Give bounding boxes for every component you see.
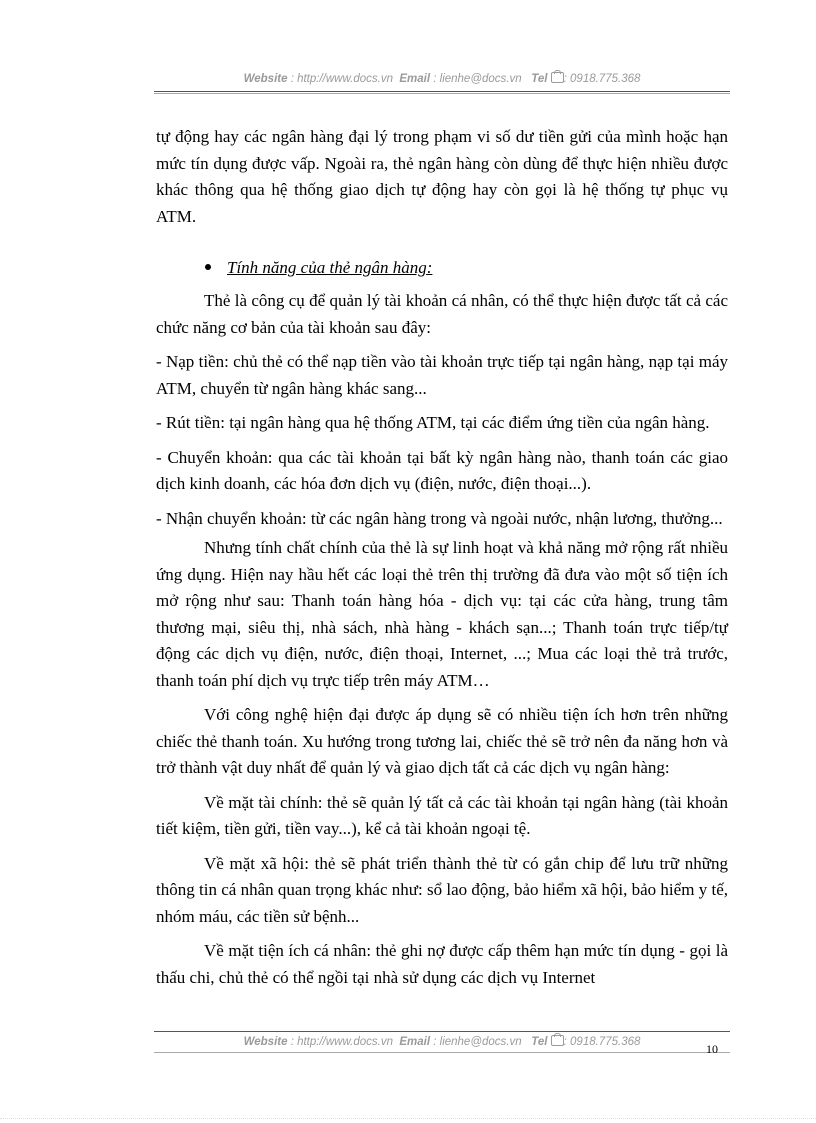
footer-website-value: : http://www.docs.vn	[290, 1036, 393, 1048]
page-body-continued	[156, 288, 728, 999]
page-number: 10	[706, 1042, 718, 1056]
footer-website-label: Website	[243, 1036, 288, 1048]
header-tel-value: : 0918.775.368	[563, 73, 641, 85]
phone-icon	[551, 1035, 564, 1046]
footer-rule-secondary	[154, 1052, 730, 1053]
footer-tel-value: : 0918.775.368	[563, 1036, 641, 1048]
list-item: - Chuyển khoản: qua các tài khoản tại bất kỳ ngân hàng nào, thanh toán các giao dịch kinh doanh, các hóa đơn dịch vụ (điện, nước, điện thoại...).	[156, 447, 728, 493]
header-rule-secondary	[154, 93, 730, 94]
page-body	[156, 124, 728, 238]
bullet-icon	[205, 264, 211, 270]
paragraph: Nhưng tính chất chính của thẻ là sự linh hoạt và khả năng mở rộng rất nhiều ứng dụng. Hiện nay hầu hết các loại thẻ trên thị trường đã đưa vào một số tiện ích mở rộng như sau: Thanh toán hàng hóa - dịch vụ: tại các cửa hàng, trung tâm thương mại, siêu thị, nhà sách, nhà hàng - khách sạn...; Thanh toán trực tiếp/tự động các dịch vụ điện, nước, điện thoại, Internet, ...; Mua các loại thẻ trả trước, thanh toán phí dịch vụ trực tiếp trên máy ATM…	[156, 538, 728, 690]
footer-tel-label: Tel	[531, 1036, 548, 1048]
header-email-value: : lienhe@docs.vn	[433, 73, 522, 85]
header-tel-label: Tel	[531, 73, 548, 85]
page-footer	[154, 1035, 730, 1048]
paragraph: Thẻ là công cụ để quản lý tài khoản cá nhân, có thể thực hiện được tất cả các chức năng cơ bản của tài khoản sau đây:	[156, 291, 728, 337]
paragraph: Về mặt tài chính: thẻ sẽ quản lý tất cả các tài khoản tại ngân hàng (tài khoản tiết kiệm, tiền gửi, tiền vay...), kể cả tài khoản ngoại tệ.	[156, 792, 728, 838]
list-item: - Rút tiền: tại ngân hàng qua hệ thống ATM, tại các điểm ứng tiền của ngân hàng.	[156, 413, 710, 432]
footer-email-value: : lienhe@docs.vn	[433, 1036, 522, 1048]
page-edge-divider	[0, 1118, 816, 1119]
section-heading-text: Tính năng của thẻ ngân hàng:	[227, 258, 433, 277]
list-item: - Nạp tiền: chủ thẻ có thể nạp tiền vào tài khoản trực tiếp tại ngân hàng, nạp tại máy ATM, chuyển từ ngân hàng khác sang...	[156, 352, 728, 398]
paragraph: Với công nghệ hiện đại được áp dụng sẽ có nhiều tiện ích hơn trên những chiếc thẻ thanh toán. Xu hướng trong tương lai, chiếc thẻ sẽ trở nên đa năng hơn và trở thành vật duy nhất để quản lý và giao dịch tất cả các dịch vụ ngân hàng:	[156, 705, 728, 777]
list-item: - Nhận chuyển khoản: từ các ngân hàng trong và ngoài nước, nhận lương, thưởng...	[156, 508, 723, 528]
paragraph: tự động hay các ngân hàng đại lý trong phạm vi số dư tiền gửi của mình hoặc hạn mức tín dụng được vấp. Ngoài ra, thẻ ngân hàng còn dùng để thực hiện nhiều được khác thông qua hệ thống giao dịch tự động hay còn gọi là hệ thống tự phục vụ ATM.	[156, 127, 728, 226]
header-website-value: : http://www.docs.vn	[290, 73, 393, 85]
section-heading	[205, 258, 432, 278]
header-email-label: Email	[399, 73, 431, 85]
footer-email-label: Email	[399, 1036, 431, 1048]
footer-rule	[154, 1031, 730, 1032]
page-header	[154, 72, 730, 85]
phone-icon	[551, 72, 564, 83]
paragraph: Về mặt tiện ích cá nhân: thẻ ghi nợ được cấp thêm hạn mức tín dụng - gọi là thấu chi, chủ thẻ có thể ngồi tại nhà sử dụng các dịch vụ Internet	[156, 941, 728, 987]
paragraph: Về mặt xã hội: thẻ sẽ phát triển thành thẻ từ có gắn chip để lưu trữ những thông tin cá nhân quan trọng khác như: sổ lao động, bảo hiểm xã hội, bảo hiểm y tế, nhóm máu, các tiền sử bệnh...	[156, 853, 728, 926]
header-rule	[154, 91, 730, 92]
header-website-label: Website	[243, 73, 288, 85]
